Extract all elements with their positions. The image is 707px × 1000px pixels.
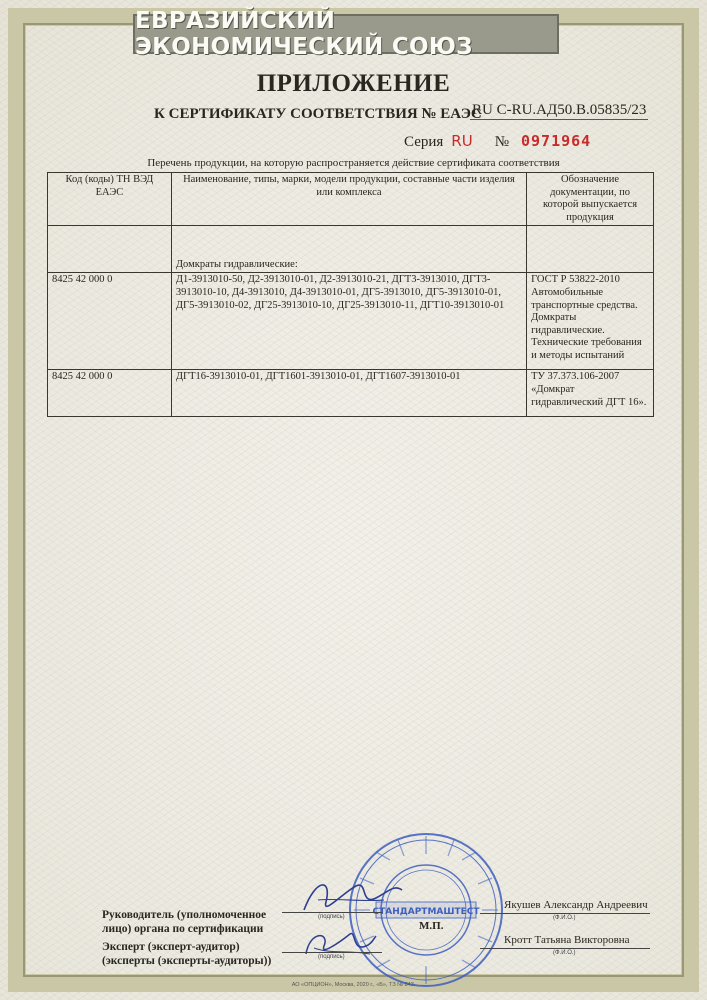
- table-cell-empty: [48, 226, 172, 273]
- table-cell-empty: [527, 226, 654, 273]
- head-signature: [298, 872, 408, 922]
- expert-label: Эксперт (эксперт-аудитор) (эксперты (эксперты-аудиторы)): [102, 941, 272, 968]
- row-code: 8425 42 000 0: [48, 370, 172, 417]
- expert-signature-line: [282, 952, 382, 953]
- expert-signature: [300, 924, 380, 968]
- printer-imprint: АО «ОПЦИОН», Москва, 2020 г., «Б», ТЗ № 843.: [291, 982, 416, 988]
- series-line: [404, 132, 591, 151]
- row-doc: ГОСТ Р 53822-2010 Автомобильные транспортные средства. Домкраты гидравлические. Технические требования и методы испытаний: [527, 273, 654, 370]
- table-row: [48, 370, 654, 417]
- group-title: Домкраты гидравлические:: [171, 226, 526, 273]
- product-table: [47, 172, 654, 417]
- expert-signature-hint: (подпись): [318, 954, 345, 960]
- series-label: Серия: [404, 134, 444, 150]
- expert-name-hint: (Ф.И.О.): [553, 950, 576, 956]
- seal-center-text: СТАНДАРТМАШТЕСТ: [372, 907, 480, 917]
- head-signature-line: [282, 912, 382, 913]
- table-row: [48, 273, 654, 370]
- header-doc: Обозначение документации, по которой выпускается продукция: [527, 173, 654, 226]
- expert-name: Кротт Татьяна Викторовна: [504, 934, 630, 946]
- table-header-row: [48, 173, 654, 226]
- head-name-hint: (Ф.И.О.): [553, 915, 576, 921]
- row-name: ДГТ16-3913010-01, ДГТ1601-3913010-01, ДГТ1607-3913010-01: [171, 370, 526, 417]
- row-code: 8425 42 000 0: [48, 273, 172, 370]
- row-doc: ТУ 37.373.106-2007 «Домкрат гидравлический ДГТ 16».: [527, 370, 654, 417]
- header-name: Наименование, типы, марки, модели продукции, составные части изделия или комплекса: [171, 173, 526, 226]
- header-code: Код (коды) ТН ВЭД ЕАЭС: [48, 173, 172, 226]
- certificate-subtitle: К СЕРТИФИКАТУ СООТВЕТСТВИЯ № ЕАЭС: [154, 106, 482, 122]
- series-code: RU: [451, 132, 473, 150]
- head-name: Якушев Александр Андреевич: [504, 899, 648, 911]
- document-title: ПРИЛОЖЕНИЕ: [256, 70, 451, 97]
- certificate-number: RU С-RU.АД50.В.05835/23: [472, 102, 647, 118]
- expert-name-line: [480, 948, 650, 949]
- union-banner: ЕВРАЗИЙСКИЙ ЭКОНОМИЧЕСКИЙ СОЮЗ: [133, 14, 559, 54]
- form-number: 0971964: [521, 132, 592, 150]
- product-list-caption: Перечень продукции, на которую распространяется действие сертификата соответствия: [147, 157, 560, 169]
- head-name-line: [480, 913, 650, 914]
- table-row: [48, 226, 654, 273]
- stamp-place-mark: М.П.: [419, 920, 444, 932]
- head-label: Руководитель (уполномоченное лицо) органа по сертификации: [102, 909, 267, 936]
- row-name: Д1-3913010-50, Д2-3913010-01, Д2-3913010-21, ДГТ3-3913010, ДГТ3-3913010-10, Д4-3913010, Д4-3913010-01, ДГ5-3913010, ДГ5-3913010-01, ДГ5-3913010-02, ДГ25-3913010-10, ДГ25-3913010-11, ДГТ10-3913010-01: [171, 273, 526, 370]
- head-signature-hint: (подпись): [318, 914, 345, 920]
- number-label: №: [494, 134, 509, 150]
